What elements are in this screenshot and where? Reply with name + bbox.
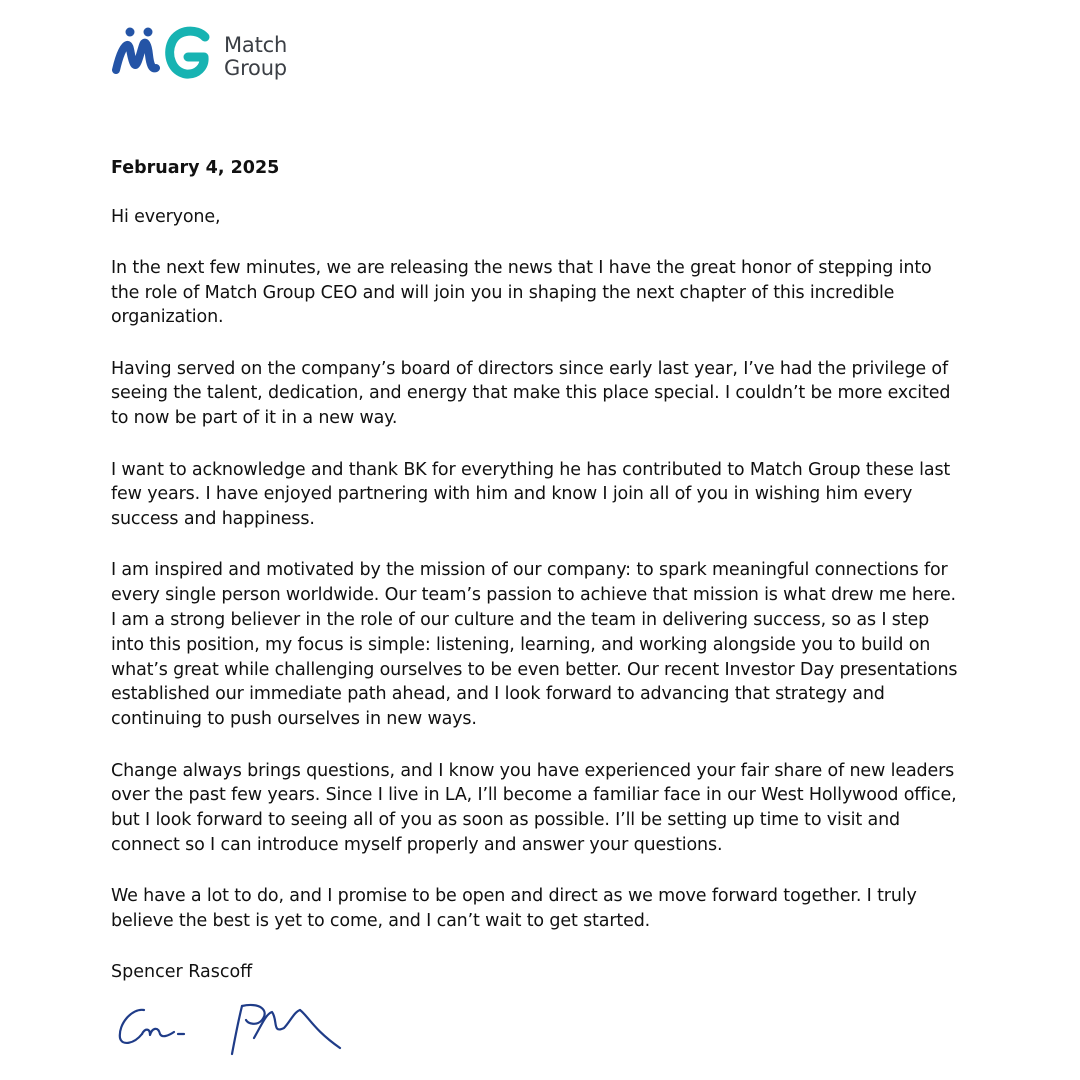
handwritten-signature (114, 998, 344, 1058)
signer-name: Spencer Rascoff (111, 962, 253, 983)
logo-word-group: Group (224, 56, 287, 80)
match-group-logo (112, 24, 302, 88)
paragraph-1: In the next few minutes, we are releasing the news that I have the great honor of stepping into the role of Match Group CEO and will join you in shaping the next chapter of this incredible organization. (111, 257, 932, 328)
letter-date: February 4, 2025 (111, 158, 280, 178)
paragraph-3: I want to acknowledge and thank BK for everything he has contributed to Match Group these last few years. I have enjoyed partnering with him and know I join all of you in wishing him every success and happiness. (111, 459, 951, 530)
paragraph-4: I am inspired and motivated by the mission of our company: to spark meaningful connections for every single person worldwide. Our team’s passion to achieve that mission is what drew me here. I am a strong believer in the role of our culture and the team in delivering success, so as I step into this position, my focus is simple: listening, learning, and working alongside you to build on what’s great while challenging ourselves to be even better. Our recent Investor Day presentations established our immediate path ahead, and I look forward to advancing that strategy and continuing to push ourselves in new ways. (111, 560, 958, 730)
paragraph-2: Having served on the company’s board of directors since early last year, I’ve had the privilege of seeing the talent, dedication, and energy that make this place special. I couldn’t be more excited to now be part of it in a new way. (111, 358, 951, 429)
paragraph-6: We have a lot to do, and I promise to be open and direct as we move forward together. I truly believe the best is yet to come, and I can’t wait to get started. (111, 886, 917, 932)
letter-body (111, 155, 961, 985)
greeting: Hi everyone, (111, 207, 221, 227)
paragraph-5: Change always brings questions, and I know you have experienced your fair share of new leaders over the past few years. Since I live in LA, I’ll become a familiar face in our West Hollywood office, but I look forward to seeing all of you as soon as possible. I’ll be setting up time to visit and connect so I can introduce myself properly and answer your questions. (111, 760, 957, 855)
logo-word-match: Match (224, 33, 288, 57)
match-group-logo-mark-icon (112, 24, 212, 88)
